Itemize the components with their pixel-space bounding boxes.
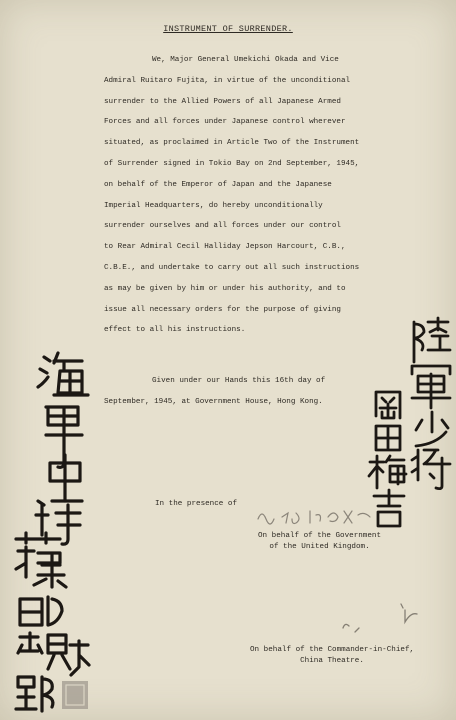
paragraph-line: surrender ourselves and all forces under our control: [104, 222, 341, 231]
paragraph-line: situated, as proclaimed in Article Two of the Instrument: [104, 139, 360, 148]
main-paragraph: [104, 50, 394, 341]
paragraph-line: Forces and all forces under Japanese control wherever: [104, 118, 346, 127]
document-title: INSTRUMENT OF SURRENDER.: [163, 24, 293, 34]
given-under-paragraph: [104, 371, 394, 413]
behalf-line: of the United Kingdom.: [269, 543, 370, 551]
china-theatre-signature: [335, 598, 425, 644]
paragraph-line: as may be given by him or under his authority, and to: [104, 284, 346, 293]
behalf-line: China Theatre.: [300, 657, 364, 665]
paragraph-line: of Surrender signed in Tokio Bay on 2nd September, 1945,: [104, 159, 360, 168]
paragraph-line: Imperial Headquarters, do hereby unconditionally: [104, 201, 323, 210]
paragraph-line: September, 1945, at Government House, Hong Kong.: [104, 397, 323, 406]
witness-signature: [254, 495, 379, 535]
behalf-line: On behalf of the Government: [258, 532, 382, 540]
behalf-china-theatre: [250, 645, 414, 667]
paragraph-line: Given under our Hands this 16th day of: [152, 377, 326, 385]
paragraph-line: on behalf of the Emperor of Japan and the Japanese: [104, 180, 332, 189]
paragraph-line: Admiral Ruitaro Fujita, in virtue of the unconditional: [104, 76, 351, 85]
paragraph-line: issue all necessary orders for the purpose of giving: [104, 305, 341, 314]
paragraph-line: We, Major General Umekichi Okada and Vice: [152, 56, 339, 64]
left-brush-signature: [8, 345, 96, 715]
paragraph-line: surrender to the Allied Powers of all Japanese Armed: [104, 97, 341, 106]
in-presence-of-text: In the presence of: [155, 500, 238, 508]
paragraph-line: to Rear Admiral Cecil Halliday Jepson Harcourt, C.B.,: [104, 243, 346, 252]
behalf-line: On behalf of the Commander-in-Chief,: [250, 646, 415, 654]
paragraph-line: C.B.E., and undertake to carry out all such instructions: [104, 263, 360, 272]
paragraph-line: effect to all his instructions.: [104, 326, 246, 335]
